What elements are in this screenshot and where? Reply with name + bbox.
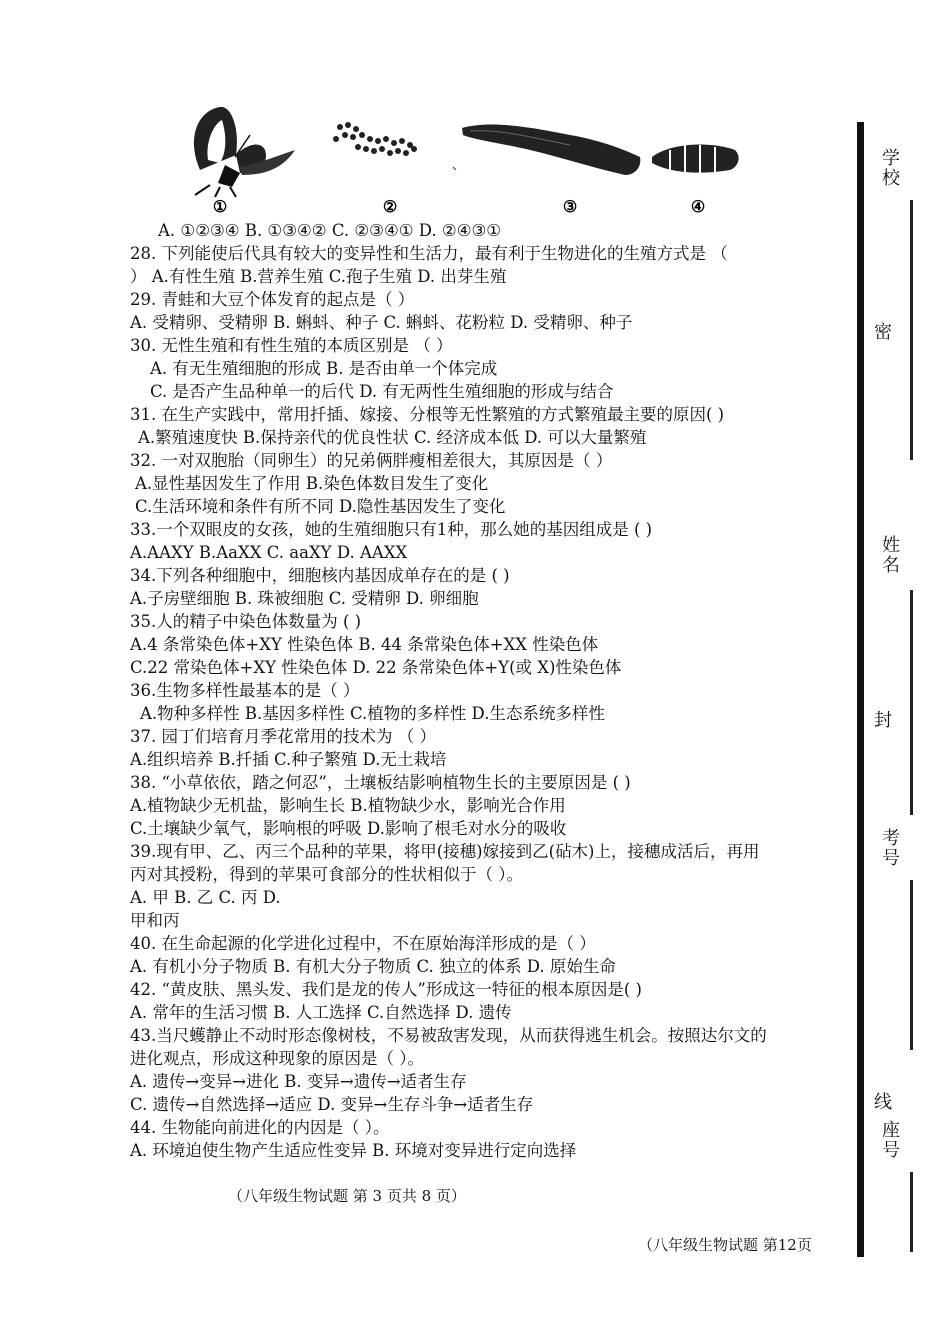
footer-right: （八年级生物试题 第12页 xyxy=(638,1236,812,1254)
q31-options: A.繁殖速度快 B.保持亲代的优良性状 C. 经济成本低 D. 可以大量繁殖 xyxy=(138,428,647,447)
q42-question: 42. “黄皮肤、黑头发、我们是龙的传人”形成这一特征的根本原因是( ) xyxy=(130,980,642,999)
q32-options-cd: C.生活环境和条件有所不同 D.隐性基因发生了变化 xyxy=(135,497,506,516)
q44-options: A. 环境迫使生物产生适应性变异 B. 环境对变异进行定向选择 xyxy=(130,1141,577,1160)
q30-options-cd: C. 是否产生品种单一的后代 D. 有无两性生殖细胞的形成与结合 xyxy=(150,382,614,401)
seal-char-3: 线 xyxy=(874,1092,892,1113)
name-line xyxy=(910,590,913,815)
school-line xyxy=(910,200,913,460)
q35-question: 35.人的精子中染色体数量为 ( ) xyxy=(130,612,362,631)
q29-question: 29. 青蛙和大豆个体发育的起点是（ ） xyxy=(130,290,415,309)
q35-options-cd: C.22 常染色体+XY 性染色体 D. 22 条常染色体+Y(或 X)性染色体 xyxy=(130,658,622,677)
q36-options: A.物种多样性 B.基因多样性 C.植物的多样性 D.生态系统多样性 xyxy=(140,704,605,723)
q39-option-d: 甲和丙 xyxy=(130,911,180,930)
q39-question-cont: 丙对其授粉，得到的苹果可食部分的性状相似于（ ）。 xyxy=(130,865,523,884)
q32-options-ab: A.显性基因发生了作用 B.染色体数目发生了变化 xyxy=(135,474,489,493)
q38-options-ab: A.植物缺少无机盐，影响生长 B.植物缺少水，影响光合作用 xyxy=(130,796,566,815)
binding-bar xyxy=(857,122,864,1257)
seal-char-2: 封 xyxy=(874,710,892,731)
q33-question: 33.一个双眼皮的女孩，她的生殖细胞只有1种，那么她的基因组成是 ( ) xyxy=(130,520,653,539)
q33-options: A.AAXY B.AaXX C. aaXY D. AAXX xyxy=(130,543,408,562)
q39-options: A. 甲 B. 乙 C. 丙 D. xyxy=(130,888,281,907)
q40-options: A. 有机小分子物质 B. 有机大分子物质 C. 独立的体系 D. 原始生命 xyxy=(130,957,616,976)
q42-options: A. 常年的生活习惯 B. 人工选择 C.自然选择 D. 遗传 xyxy=(130,1003,512,1022)
seat-no-label: 座号 xyxy=(879,1120,900,1160)
q43-options-ab: A. 遗传→变异→进化 B. 变异→遗传→适者生存 xyxy=(130,1072,467,1091)
q44-question: 44. 生物能向前进化的内因是（ ）。 xyxy=(130,1118,390,1137)
q38-options-cd: C.土壤缺少氧气，影响根的呼吸 D.影响了根毛对水分的吸收 xyxy=(130,819,567,838)
seal-char-1: 密 xyxy=(874,322,892,343)
q40-question: 40. 在生命起源的化学进化过程中，不在原始海洋形成的是（ ） xyxy=(130,934,596,953)
q30-options-ab: A. 有无生殖细胞的形成 B. 是否由单一个体完成 xyxy=(150,359,498,378)
label-4: ④ xyxy=(690,197,706,216)
q27-options: A. ①②③④ B. ①③④② C. ②③④① D. ②④③① xyxy=(158,221,502,240)
q32-question: 32. 一对双胞胎（同卵生）的兄弟俩胖瘦相差很大，其原因是（ ） xyxy=(130,451,613,470)
label-1: ① xyxy=(212,197,228,216)
q29-options: A. 受精卵、受精卵 B. 蝌蚪、种子 C. 蝌蚪、花粉粒 D. 受精卵、种子 xyxy=(130,313,633,332)
q37-question: 37. 园丁们培育月季花常用的技术为 （ ） xyxy=(130,727,436,746)
q34-question: 34.下列各种细胞中，细胞核内基因成单存在的是 ( ) xyxy=(130,566,510,585)
seat-no-line xyxy=(910,1172,913,1252)
q28-question: 28. 下列能使后代具有较大的变异性和生活力，最有利于生物进化的生殖方式是 （ xyxy=(130,244,728,263)
label-2: ② xyxy=(382,197,398,216)
q34-options: A.子房壁细胞 B. 珠被细胞 C. 受精卵 D. 卵细胞 xyxy=(130,589,479,608)
school-label: 学校 xyxy=(879,148,900,188)
q43-options-cd: C. 遗传→自然选择→适应 D. 变异→生存斗争→适者生存 xyxy=(130,1095,534,1114)
q39-question: 39.现有甲、乙、丙三个品种的苹果，将甲(接穗)嫁接到乙(砧木)上，接穗成活后，再用 xyxy=(130,842,760,861)
q30-question: 30. 无性生殖和有性生殖的本质区别是 （ ） xyxy=(130,336,453,355)
q37-options: A.组织培养 B.扦插 C.种子繁殖 D.无土栽培 xyxy=(130,750,447,769)
q43-question-cont: 进化观点，形成这种现象的原因是（ ）。 xyxy=(130,1049,424,1068)
q31-question: 31. 在生产实践中，常用扦插、嫁接、分根等无性繁殖的方式繁殖最主要的原因( ) xyxy=(130,405,725,424)
q38-question: 38. “小草依依，踏之何忍”，土壤板结影响植物生长的主要原因是 ( ) xyxy=(130,773,631,792)
exam-no-label: 考号 xyxy=(879,828,900,868)
exam-no-line xyxy=(910,880,913,1050)
q43-question: 43.当尺蠖静止不动时形态像树枝，不易被敌害发现，从而获得逃生机会。按照达尔文的 xyxy=(130,1026,767,1045)
q36-question: 36.生物多样性最基本的是（ ） xyxy=(130,681,360,700)
q28-options: ） A.有性生殖 B.营养生殖 C.孢子生殖 D. 出芽生殖 xyxy=(130,267,507,286)
name-label: 姓名 xyxy=(879,535,900,575)
label-3: ③ xyxy=(562,197,578,216)
footer-left: （八年级生物试题 第 3 页共 8 页） xyxy=(228,1187,466,1205)
q35-options-ab: A.4 条常染色体+XY 性染色体 B. 44 条常染色体+XX 性染色体 xyxy=(130,635,599,654)
